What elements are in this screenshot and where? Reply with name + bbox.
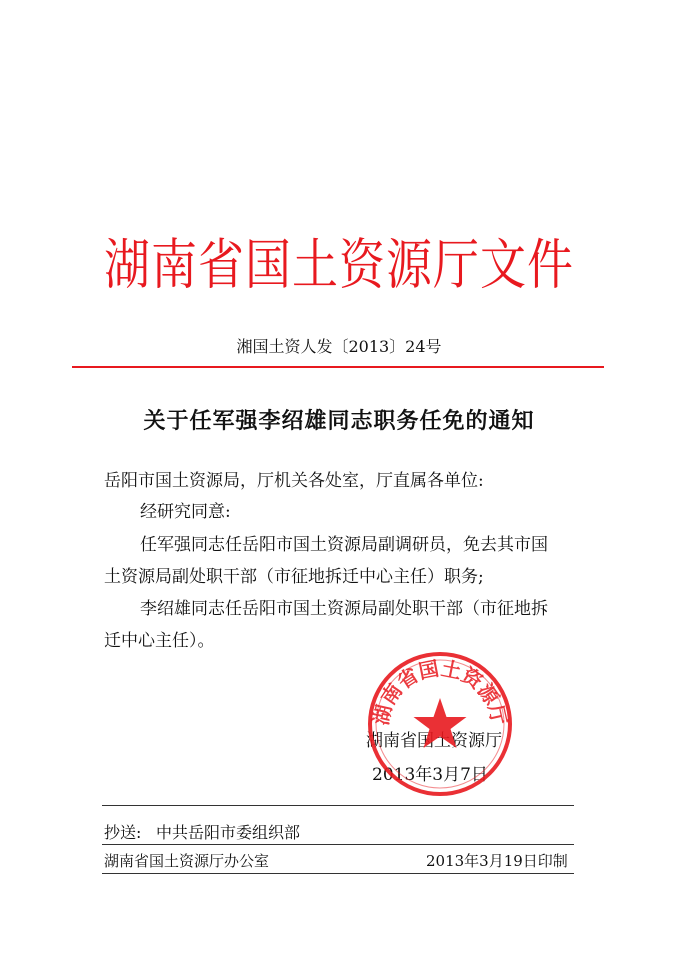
issuing-office: 湖南省国土资源厅办公室 (104, 852, 270, 870)
seal-ring-text: 湖南省国土资源厅 (368, 656, 512, 728)
official-seal (366, 650, 514, 798)
document-header-title: 湖南省国土资源厅文件 (104, 232, 574, 297)
addressees-line: 岳阳市国土资源局，厅机关各处室，厅直属各单位: (104, 471, 484, 491)
printed-date: 2013年3月19日印制 (426, 852, 568, 870)
footer-rule-bottom (102, 873, 574, 874)
footer-rule-middle (102, 844, 574, 845)
signature-issuer: 湖南省国土资源厅 (366, 731, 502, 751)
paragraph-2-line-1: 李绍雄同志任岳阳市国土资源局副处职干部（市征地拆 (140, 599, 548, 619)
cc-recipient: 中共岳阳市委组织部 (156, 823, 301, 842)
document-number: 湘国土资人发〔2013〕24号 (236, 337, 442, 356)
paragraph-1-line-1: 任军强同志任岳阳市国土资源局副调研员，免去其市国 (140, 535, 548, 555)
cc-label: 抄送: (104, 823, 142, 842)
paragraph-2-line-2: 迁中心主任）。 (104, 631, 215, 651)
paragraph-1-line-2: 土资源局副处职干部（市征地拆迁中心主任）职务; (104, 567, 484, 587)
header-red-rule (72, 366, 604, 368)
intro-line: 经研究同意: (140, 502, 231, 522)
signature-date: 2013年3月7日 (372, 765, 488, 785)
footer-rule-top (102, 805, 574, 806)
notice-title: 关于任军强李绍雄同志职务任免的通知 (143, 409, 535, 434)
seal-star-icon (414, 698, 467, 748)
